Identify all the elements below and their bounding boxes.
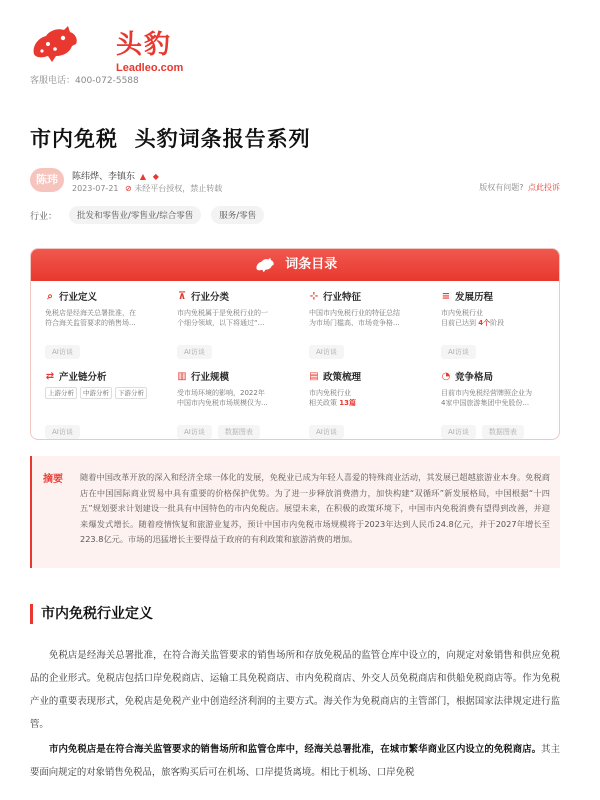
toc-item-competition[interactable] [441, 369, 560, 439]
copyright-complaint [479, 182, 560, 193]
author-badge-icon: ◆ [152, 172, 159, 181]
author-names [72, 169, 161, 182]
toc-item-desc: 免税店是经海关总署批准，在 [45, 309, 136, 317]
author-badge-icon: ▲ [139, 172, 147, 181]
toc-title-text: 词条目录 [285, 257, 338, 272]
summary-label: 摘要 [43, 474, 63, 485]
chain-chips [45, 387, 170, 399]
brand-name-cn: 头豹 [116, 30, 173, 60]
city-dutyfree-paragraph [30, 738, 560, 784]
toc-item-definition[interactable] [45, 289, 170, 359]
industry-label: 行业： [30, 211, 58, 222]
toc-item-desc: 目前市内免税经营牌照企业为 [441, 389, 532, 397]
network-icon: ⊹ [309, 290, 319, 302]
ai-interview-button[interactable]: AI访谈 [177, 425, 212, 439]
toc-item-policy[interactable] [309, 369, 434, 439]
toc-item-desc: 符合海关监管要求的销售场... [45, 319, 136, 327]
license-text: 未经平台授权，禁止转载 [134, 184, 223, 193]
history-icon: ≡ [441, 290, 451, 302]
paragraph-continuation: 其主要面向规定的对象销售免税品，旅客购买后可在机场、口岸提货离境。相比于机场、口岸免税 [30, 744, 560, 778]
toc-item-history[interactable] [441, 289, 560, 359]
toc-item-desc: 4家中国旅游集团中免股份... [441, 399, 530, 407]
ai-interview-button[interactable]: AI访谈 [441, 345, 476, 359]
toc-title [31, 249, 559, 281]
toc-item-scale[interactable] [177, 369, 302, 439]
downstream-chip[interactable]: 下游分析 [115, 387, 147, 399]
toc-item-desc: 中国市内免税行业的特征总结 [309, 309, 400, 317]
toc-item-features[interactable] [309, 289, 434, 359]
pie-chart-icon: ◔ [441, 370, 451, 382]
search-doc-icon: ⌕ [47, 290, 53, 302]
toc-item-desc: 个细分领域，以下将通过“... [177, 319, 265, 327]
toc-item-desc: 受市场环境的影响，2022年 [177, 389, 265, 397]
toc-item-desc: 市内免税属于是免税行业的一 [177, 309, 268, 317]
ai-interview-button[interactable]: AI访谈 [45, 345, 80, 359]
toc-item-title: 行业分类 [191, 292, 230, 303]
chain-icon: ⇄ [45, 370, 55, 382]
publish-info [72, 183, 222, 194]
policy-icon: ▤ [309, 370, 319, 382]
page-title: 市内免税 头豹词条报告系列 [30, 127, 311, 151]
toc-card [30, 248, 560, 440]
toc-item-title: 行业定义 [59, 292, 98, 303]
toc-item-title: 行业特征 [323, 292, 362, 303]
summary-box [30, 456, 560, 568]
complaint-link[interactable]: 点此投诉 [528, 183, 560, 192]
bar-chart-icon: ▥ [177, 370, 187, 382]
toc-item-classification[interactable] [177, 289, 302, 359]
toc-item-desc: 相关政策 [309, 399, 340, 407]
rights-question: 版权有问题? [479, 183, 524, 192]
toc-grid [45, 289, 555, 439]
toc-item-title: 发展历程 [455, 292, 494, 303]
toc-item-desc: 市内免税行业 [441, 309, 483, 317]
toc-item-desc: 目前已达到 [441, 319, 479, 327]
industry-tag[interactable]: 批发和零售业/零售业/综合零售 [69, 206, 201, 224]
ai-interview-button[interactable]: AI访谈 [45, 425, 80, 439]
ai-interview-button[interactable]: AI访谈 [177, 345, 212, 359]
toc-item-title: 行业规模 [191, 372, 230, 383]
brand-name-en: Leadleo.com [116, 62, 184, 74]
ai-interview-button[interactable]: AI访谈 [309, 425, 344, 439]
toc-item-chain[interactable] [45, 369, 170, 439]
summary-text: 随着中国改革开放的深入和经济全球一体化的发展，免税业已成为年轻人喜爱的特殊商业活动，其发展已超越旅游业本身。免税商店在中国国际商业贸易中具有重要的价格保护优势。为了进一步释放消费潜力，加快构建“双循环”新发展格局，中国根据“十四五”规划要求计划建设一批具有中国特色的市内免税店。展望未来，在积极的政策环境下，中国市内免税消费有望得到改善，并迎来爆发式增长。随着疫情恢复和旅游业复苏，预计中国市内免税市场规模将于2023年达到人民币24.8亿元，并于2027年增长至223.8亿元。市场的迅猛增长主要得益于政府的有利政策和旅游消费的增加。 [80, 472, 550, 544]
toc-item-desc: 市内免税行业 [309, 389, 351, 397]
data-chart-button[interactable]: 数据图表 [218, 425, 260, 439]
no-repost-icon: ⊘ [125, 184, 132, 193]
industry-tag[interactable]: 服务/零售 [211, 206, 264, 224]
definition-paragraph: 免税店是经海关总署批准，在符合海关监管要求的销售场所和存放免税品的监管仓库中设立的，向规定对象销售和供应免税品的企业形式。免税店包括口岸免税商店、运输工具免税商店、市内免税商店、外交人员免税商店和供船免税商店等。作为免税产业的重要表现形式，免税店是免税产业中创造经济利润的主要方式。海关作为免税商店的主管部门，根据国家法律规定进行监管。 [30, 650, 560, 730]
avatar: 陈玮 [30, 168, 64, 192]
authors-text: 陈纬烨、李镇东 [72, 172, 136, 182]
toc-item-title: 产业链分析 [59, 372, 107, 383]
industry-tags [30, 206, 274, 224]
leopard-logo-icon [30, 24, 80, 64]
hotline: 客服电话：400-072-5588 [30, 76, 139, 86]
upstream-chip[interactable]: 上游分析 [45, 387, 77, 399]
stage-count: 4个 [478, 319, 491, 327]
toc-item-title: 竞争格局 [455, 372, 494, 383]
hierarchy-icon: ⊼ [177, 290, 187, 302]
bold-definition: 市内免税店是在符合海关监管要求的销售场所和监管仓库中，经海关总署批准，在城市繁华商业区内设立的免税商店。 [49, 744, 542, 755]
publish-date: 2023-07-21 [72, 184, 119, 193]
section-heading: 市内免税行业定义 [30, 604, 153, 624]
midstream-chip[interactable]: 中游分析 [80, 387, 112, 399]
toc-header [31, 249, 559, 281]
ai-interview-button[interactable]: AI访谈 [309, 345, 344, 359]
leopard-logo-icon [253, 257, 277, 273]
policy-count: 13篇 [339, 399, 356, 407]
data-chart-button[interactable]: 数据图表 [482, 425, 524, 439]
toc-item-desc: 阶段 [490, 319, 505, 327]
ai-interview-button[interactable]: AI访谈 [441, 425, 476, 439]
toc-item-desc: 为市场门槛高、市场竞争格... [309, 319, 400, 327]
toc-item-desc: 中国市内免税市场规模仅为... [177, 399, 268, 407]
toc-item-title: 政策梳理 [323, 372, 362, 383]
